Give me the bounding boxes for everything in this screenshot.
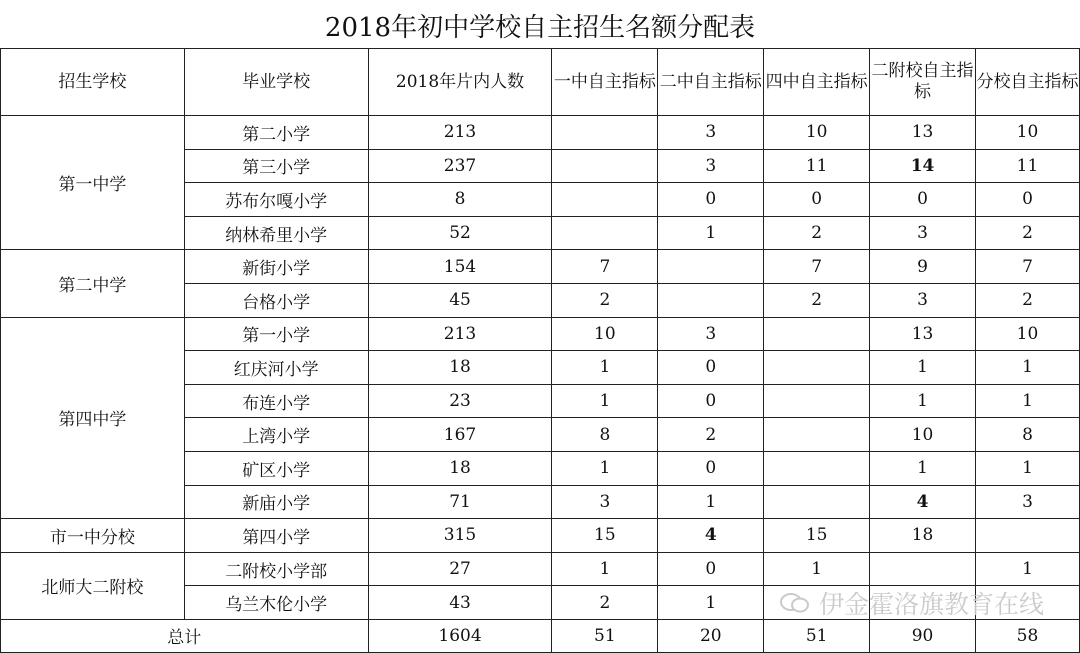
table-row xyxy=(1,519,1080,553)
value-cell: 45 xyxy=(368,283,552,317)
table-body xyxy=(1,49,1080,653)
value-cell: 1 xyxy=(976,552,1080,586)
school-cell: 第一中学 xyxy=(1,116,185,250)
value-cell: 52 xyxy=(368,216,552,250)
value-cell: 2 xyxy=(976,283,1080,317)
header-cell: 招生学校 xyxy=(1,49,185,116)
value-cell: 11 xyxy=(976,149,1080,183)
header-row xyxy=(1,49,1080,116)
header-cell: 一中自主指标 xyxy=(552,49,658,116)
value-cell: 13 xyxy=(870,317,976,351)
value-cell: 237 xyxy=(368,149,552,183)
value-cell: 0 xyxy=(870,183,976,217)
value-cell: 15 xyxy=(764,519,870,553)
total-value: 1604 xyxy=(368,619,552,652)
value-cell: 3 xyxy=(658,317,764,351)
value-cell: 0 xyxy=(658,451,764,485)
value-cell: 18 xyxy=(368,351,552,385)
value-cell: 1 xyxy=(870,451,976,485)
value-cell: 1 xyxy=(764,552,870,586)
graduate-school-cell: 布连小学 xyxy=(184,384,368,418)
value-cell: 18 xyxy=(368,451,552,485)
value-cell: 1 xyxy=(552,384,658,418)
value-cell: 9 xyxy=(870,250,976,284)
graduate-school-cell: 苏布尔嘎小学 xyxy=(184,183,368,217)
value-cell xyxy=(764,418,870,452)
value-cell: 1 xyxy=(552,451,658,485)
value-cell: 0 xyxy=(658,351,764,385)
total-value: 20 xyxy=(658,619,764,652)
value-cell xyxy=(976,519,1080,553)
value-cell: 8 xyxy=(552,418,658,452)
value-cell: 7 xyxy=(764,250,870,284)
graduate-school-cell: 第四小学 xyxy=(184,519,368,553)
value-cell: 71 xyxy=(368,485,552,519)
value-cell: 8 xyxy=(368,183,552,217)
graduate-school-cell: 第二小学 xyxy=(184,116,368,150)
total-row xyxy=(1,619,1080,652)
value-cell: 213 xyxy=(368,317,552,351)
value-cell xyxy=(552,116,658,150)
header-cell: 二中自主指标 xyxy=(658,49,764,116)
graduate-school-cell: 台格小学 xyxy=(184,283,368,317)
value-cell xyxy=(658,250,764,284)
value-cell: 13 xyxy=(870,116,976,150)
value-cell: 315 xyxy=(368,519,552,553)
value-cell: 1 xyxy=(976,351,1080,385)
value-cell: 11 xyxy=(764,149,870,183)
value-cell xyxy=(870,552,976,586)
value-cell xyxy=(552,149,658,183)
value-cell: 43 xyxy=(368,586,552,620)
value-cell: 213 xyxy=(368,116,552,150)
value-cell: 2 xyxy=(764,216,870,250)
value-cell: 0 xyxy=(658,384,764,418)
value-cell: 3 xyxy=(870,283,976,317)
value-cell: 2 xyxy=(764,283,870,317)
value-cell: 10 xyxy=(976,317,1080,351)
header-cell: 2018年片内人数 xyxy=(368,49,552,116)
header-cell: 分校自主指标 xyxy=(976,49,1080,116)
value-cell xyxy=(552,216,658,250)
value-cell xyxy=(658,283,764,317)
graduate-school-cell: 乌兰木伦小学 xyxy=(184,586,368,620)
value-cell: 0 xyxy=(658,183,764,217)
header-cell: 四中自主指标 xyxy=(764,49,870,116)
value-cell: 2 xyxy=(552,283,658,317)
value-cell: 14 xyxy=(870,149,976,183)
value-cell: 27 xyxy=(368,552,552,586)
header-cell: 毕业学校 xyxy=(184,49,368,116)
table-title: 2018年初中学校自主招生名额分配表 xyxy=(324,13,756,43)
school-cell: 北师大二附校 xyxy=(1,552,185,619)
value-cell: 1 xyxy=(658,216,764,250)
value-cell: 8 xyxy=(976,418,1080,452)
value-cell: 10 xyxy=(976,116,1080,150)
value-cell: 3 xyxy=(658,116,764,150)
value-cell: 1 xyxy=(552,351,658,385)
value-cell: 1 xyxy=(976,451,1080,485)
value-cell: 1 xyxy=(658,485,764,519)
total-value: 51 xyxy=(764,619,870,652)
value-cell xyxy=(764,451,870,485)
school-cell: 市一中分校 xyxy=(1,519,185,553)
value-cell: 0 xyxy=(658,552,764,586)
value-cell: 3 xyxy=(976,485,1080,519)
value-cell: 1 xyxy=(658,586,764,620)
value-cell xyxy=(552,183,658,217)
graduate-school-cell: 二附校小学部 xyxy=(184,552,368,586)
graduate-school-cell: 新街小学 xyxy=(184,250,368,284)
value-cell: 7 xyxy=(552,250,658,284)
graduate-school-cell: 新庙小学 xyxy=(184,485,368,519)
table-row xyxy=(1,552,1080,586)
total-label: 总计 xyxy=(1,619,369,652)
value-cell: 154 xyxy=(368,250,552,284)
value-cell: 1 xyxy=(976,384,1080,418)
table-row xyxy=(1,317,1080,351)
value-cell: 3 xyxy=(870,216,976,250)
value-cell: 167 xyxy=(368,418,552,452)
value-cell xyxy=(764,317,870,351)
value-cell: 4 xyxy=(658,519,764,553)
value-cell: 1 xyxy=(870,384,976,418)
value-cell: 7 xyxy=(976,250,1080,284)
graduate-school-cell: 第三小学 xyxy=(184,149,368,183)
value-cell: 2 xyxy=(552,586,658,620)
value-cell: 3 xyxy=(658,149,764,183)
value-cell: 0 xyxy=(764,183,870,217)
allocation-table xyxy=(0,48,1080,653)
table-row xyxy=(1,250,1080,284)
value-cell: 23 xyxy=(368,384,552,418)
watermark xyxy=(779,585,1044,621)
school-cell: 第二中学 xyxy=(1,250,185,317)
value-cell: 0 xyxy=(976,183,1080,217)
value-cell: 10 xyxy=(870,418,976,452)
value-cell: 3 xyxy=(552,485,658,519)
graduate-school-cell: 上湾小学 xyxy=(184,418,368,452)
value-cell xyxy=(764,384,870,418)
value-cell: 10 xyxy=(552,317,658,351)
table-row xyxy=(1,116,1080,150)
value-cell: 1 xyxy=(870,351,976,385)
total-value: 51 xyxy=(552,619,658,652)
graduate-school-cell: 矿区小学 xyxy=(184,451,368,485)
graduate-school-cell: 红庆河小学 xyxy=(184,351,368,385)
graduate-school-cell: 纳林希里小学 xyxy=(184,216,368,250)
total-value: 58 xyxy=(976,619,1080,652)
value-cell xyxy=(764,351,870,385)
value-cell: 2 xyxy=(976,216,1080,250)
total-value: 90 xyxy=(870,619,976,652)
value-cell xyxy=(764,485,870,519)
school-cell: 第四中学 xyxy=(1,317,185,519)
value-cell: 10 xyxy=(764,116,870,150)
value-cell: 1 xyxy=(552,552,658,586)
wechat-icon xyxy=(779,592,811,614)
value-cell: 18 xyxy=(870,519,976,553)
header-cell: 二附校自主指标 xyxy=(870,49,976,116)
value-cell: 4 xyxy=(870,485,976,519)
value-cell: 15 xyxy=(552,519,658,553)
watermark-text: 伊金霍洛旗教育在线 xyxy=(818,590,1044,619)
value-cell: 2 xyxy=(658,418,764,452)
graduate-school-cell: 第一小学 xyxy=(184,317,368,351)
